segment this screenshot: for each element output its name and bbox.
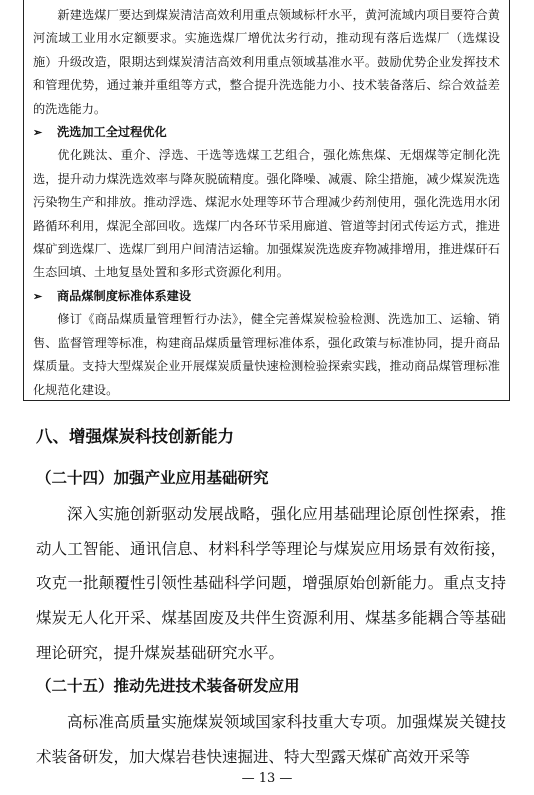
box-bullet-heading-2 xyxy=(33,285,500,308)
subsection-heading-24: （二十四）加强产业应用基础研究 xyxy=(36,468,269,487)
arrow-bullet-icon: ➢ xyxy=(33,289,43,303)
page-number: — 13 — xyxy=(241,771,293,786)
box-paragraph-1: 新建选煤厂要达到煤炭清洁高效利用重点领域标杆水平，黄河流域内项目要符合黄河流域工业用水定额要求。实施选煤厂增优汰劣行动，推动现有落后选煤厂（选煤设施）升级改造，限期达到煤炭清洁高效利用重点领域基准水平。鼓励优势企业发挥技术和管理优势，通过兼并重组等方式，整合提升洗选能力小、技术装备落后、综合效益差的洗选能力。 xyxy=(33,8,500,116)
subsection-heading-25: （二十五）推动先进技术装备研发应用 xyxy=(36,676,300,695)
box-paragraph-2: 优化跳汰、重介、浮选、干选等选煤工艺组合，强化炼焦煤、无烟煤等定制化洗选，提升动力煤洗选效率与降灰脱硫精度。强化降噪、减震、除尘措施，减少煤炭洗选污染物生产和排放。推动浮选、煤泥水处理等环节合理减少药剂使用，强化洗选用水闭路循环利用，煤泥全部回收。选煤厂内各环节采用廊道、管道等封闭式传运方式，推进煤矿到选煤厂、选煤厂到用户间清洁运输。加强煤炭洗选废弃物减排增用，推进煤矸石生态回填、土地复垦处置和多形式资源化利用。 xyxy=(33,148,500,280)
boxed-text-panel xyxy=(23,0,510,401)
box-paragraph-3: 修订《商品煤质量管理暂行办法》，健全完善煤炭检验检测、洗选加工、运输、销售、监督管理等标准，构建商品煤质量管理标准体系，强化政策与标准协同，提升商品煤质量。支持大型煤炭企业开展煤炭质量快速检测检验探索实践，推动商品煤管理标准化规范化建设。 xyxy=(33,312,500,397)
bullet-heading-text: 商品煤制度标准体系建设 xyxy=(57,288,192,303)
arrow-bullet-icon: ➢ xyxy=(33,126,43,140)
box-bullet-heading-1 xyxy=(33,121,500,144)
subsection-body-25: 高标准高质量实施煤炭领域国家科技重大专项。加强煤炭关键技术装备研发，加大煤岩巷快速掘进、特大型露天煤矿高效开采等 xyxy=(36,713,506,766)
subsection-body-24: 深入实施创新驱动发展战略，强化应用基础理论原创性探索，推动人工智能、通讯信息、材料科学等理论与煤炭应用场景有效衔接，攻克一批颠覆性引领性基础科学问题，增强原始创新能力。重点支持煤炭无人化开采、煤基固废及共伴生资源利用、煤基多能耦合等基础理论研究，提升煤炭基础研究水平。 xyxy=(36,505,506,662)
bullet-heading-text: 洗选加工全过程优化 xyxy=(57,125,167,140)
section-heading: 八、增强煤炭科技创新能力 xyxy=(36,427,234,446)
